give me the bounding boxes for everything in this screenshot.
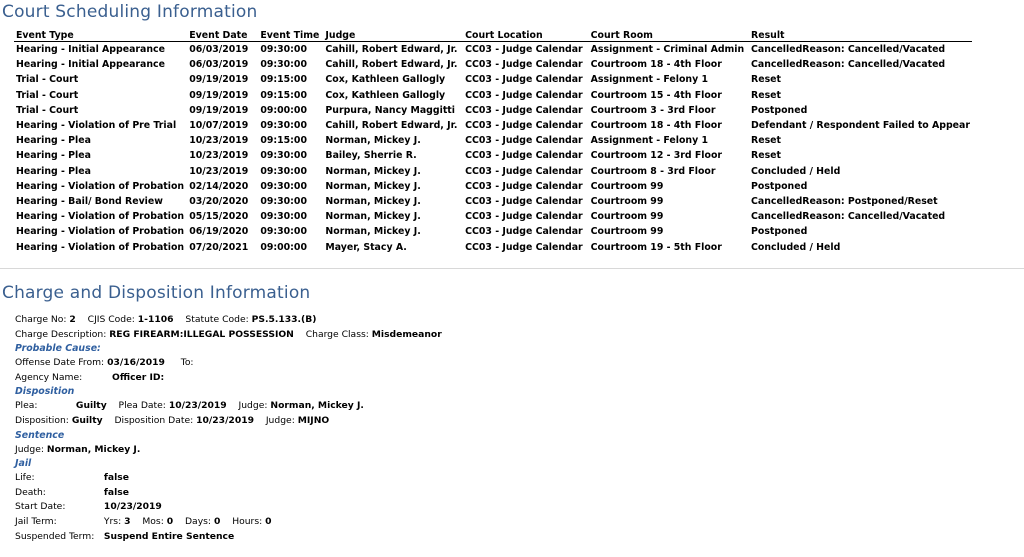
life-label: Life: bbox=[15, 472, 35, 484]
cell-result: Postponed bbox=[751, 180, 808, 192]
cell-result: Postponed bbox=[751, 226, 808, 238]
charge-disposition-title: Charge and Disposition Information bbox=[2, 283, 311, 303]
hours-label: Hours: bbox=[232, 515, 263, 527]
cell-event-time: 09:00:00 bbox=[260, 104, 307, 116]
cell-event-time: 09:30:00 bbox=[260, 44, 307, 55]
suspended-term-line bbox=[15, 530, 442, 545]
cell-court-location: CC03 - Judge Calendar bbox=[465, 241, 583, 253]
disposition-judge-label: Judge: bbox=[265, 414, 295, 426]
header-court-location: Court Location bbox=[463, 30, 589, 42]
cell-court-location: CC03 - Judge Calendar bbox=[465, 226, 583, 238]
disposition-line bbox=[15, 414, 442, 429]
cell-event-date: 06/03/2019 bbox=[189, 59, 249, 71]
cell-event-time: 09:15:00 bbox=[260, 89, 307, 101]
cell-event-type: Hearing - Initial Appearance bbox=[16, 59, 165, 71]
cell-event-type: Hearing - Plea bbox=[16, 165, 91, 177]
cjis-code-value: 1-1106 bbox=[137, 314, 174, 325]
table-row bbox=[14, 240, 972, 255]
cell-court-location: CC03 - Judge Calendar bbox=[465, 104, 583, 116]
cell-court-room: Courtroom 99 bbox=[590, 211, 664, 223]
cell-court-room: Courtroom 12 - 3rd Floor bbox=[590, 150, 723, 162]
offense-date-line bbox=[15, 356, 442, 371]
cell-court-location: CC03 - Judge Calendar bbox=[465, 59, 583, 71]
life-line bbox=[15, 471, 442, 486]
life-value: false bbox=[103, 472, 129, 484]
cell-event-time: 09:30:00 bbox=[260, 226, 307, 238]
cell-court-location: CC03 - Judge Calendar bbox=[465, 165, 583, 177]
header-result: Result bbox=[749, 30, 972, 42]
sentence-judge-value: Norman, Mickey J. bbox=[46, 443, 141, 455]
cell-judge: Bailey, Sherrie R. bbox=[325, 150, 417, 162]
charge-id-line bbox=[15, 313, 442, 328]
months-label: Mos: bbox=[142, 515, 164, 527]
cell-result: Reset bbox=[751, 150, 782, 162]
cell-event-date: 07/20/2021 bbox=[189, 241, 249, 253]
cell-event-type: Hearing - Violation of Pre Trial bbox=[16, 120, 177, 132]
cell-event-date: 09/19/2019 bbox=[189, 89, 249, 101]
plea-judge-label: Judge: bbox=[238, 400, 268, 412]
suspended-term-label: Suspended Term: bbox=[15, 530, 95, 542]
cell-event-date: 06/03/2019 bbox=[189, 44, 249, 55]
cell-event-time: 09:30:00 bbox=[260, 211, 307, 223]
table-header-row bbox=[14, 30, 972, 42]
charge-no-label: Charge No: bbox=[15, 314, 67, 325]
cell-event-date: 10/23/2019 bbox=[189, 165, 249, 177]
start-date-label: Start Date: bbox=[15, 501, 66, 513]
cell-court-location: CC03 - Judge Calendar bbox=[465, 74, 583, 86]
plea-label: Plea: bbox=[15, 400, 38, 412]
cell-result: CancelledReason: Cancelled/Vacated bbox=[751, 44, 946, 55]
plea-value: Guilty bbox=[75, 400, 107, 412]
death-value: false bbox=[103, 486, 129, 498]
cell-event-date: 10/23/2019 bbox=[189, 135, 249, 147]
start-date-line bbox=[15, 500, 442, 515]
offense-date-to-label: To: bbox=[180, 357, 194, 369]
sentence-heading: Sentence bbox=[15, 429, 65, 441]
months-value: 0 bbox=[166, 515, 174, 527]
cell-event-date: 06/19/2020 bbox=[189, 226, 249, 238]
cell-result: CancelledReason: Cancelled/Vacated bbox=[751, 211, 946, 223]
cell-judge: Cahill, Robert Edward, Jr. bbox=[325, 59, 458, 71]
probable-cause-heading: Probable Cause: bbox=[15, 343, 101, 355]
disposition-heading: Disposition bbox=[15, 386, 75, 398]
jail-term-line bbox=[15, 515, 442, 530]
disposition-judge-value: MIJNO bbox=[297, 414, 330, 426]
cell-event-type: Hearing - Plea bbox=[16, 135, 91, 147]
table-row bbox=[14, 103, 972, 118]
cell-event-type: Trial - Court bbox=[16, 74, 79, 86]
header-event-type: Event Type bbox=[14, 30, 187, 42]
cell-judge: Norman, Mickey J. bbox=[325, 211, 421, 223]
cell-judge: Purpura, Nancy Maggitti bbox=[325, 104, 455, 116]
header-judge: Judge bbox=[323, 30, 463, 42]
cell-result: CancelledReason: Postponed/Reset bbox=[751, 196, 938, 208]
death-label: Death: bbox=[15, 486, 46, 498]
cell-judge: Norman, Mickey J. bbox=[325, 135, 421, 147]
suspended-term-value: Suspend Entire Sentence bbox=[103, 530, 235, 542]
plea-date-label: Plea Date: bbox=[118, 400, 166, 412]
table-row bbox=[14, 133, 972, 148]
cell-event-type: Hearing - Violation of Probation bbox=[16, 241, 185, 253]
table-row bbox=[14, 118, 972, 133]
cell-judge: Norman, Mickey J. bbox=[325, 165, 421, 177]
disposition-date-value: 10/23/2019 bbox=[196, 414, 254, 426]
days-label: Days: bbox=[184, 515, 212, 527]
cell-judge: Cox, Kathleen Gallogly bbox=[325, 74, 446, 86]
cell-event-type: Trial - Court bbox=[16, 104, 79, 116]
cell-court-room: Assignment - Criminal Admin bbox=[590, 44, 745, 55]
table-row bbox=[14, 209, 972, 224]
charge-class-value: Misdemeanor bbox=[371, 328, 442, 340]
cell-court-room: Courtroom 99 bbox=[590, 226, 664, 238]
charge-class-label: Charge Class: bbox=[305, 328, 369, 340]
court-scheduling-table bbox=[14, 30, 972, 255]
cell-court-location: CC03 - Judge Calendar bbox=[465, 180, 583, 192]
disposition-value: Guilty bbox=[71, 414, 103, 426]
cell-result: Reset bbox=[751, 74, 782, 86]
cell-event-time: 09:30:00 bbox=[260, 180, 307, 192]
offense-date-from-label: Offense Date From: bbox=[15, 357, 105, 369]
court-scheduling-title: Court Scheduling Information bbox=[2, 2, 258, 22]
header-event-time: Event Time bbox=[258, 30, 323, 42]
table-row bbox=[14, 148, 972, 163]
cell-result: Postponed bbox=[751, 104, 808, 116]
cell-event-time: 09:30:00 bbox=[260, 59, 307, 71]
table-row bbox=[14, 179, 972, 194]
cell-court-room: Courtroom 19 - 5th Floor bbox=[590, 241, 722, 253]
cell-court-location: CC03 - Judge Calendar bbox=[465, 196, 583, 208]
plea-judge-value: Norman, Mickey J. bbox=[270, 400, 364, 412]
cell-event-date: 02/14/2020 bbox=[189, 180, 249, 192]
section-divider bbox=[0, 268, 1024, 269]
cell-court-location: CC03 - Judge Calendar bbox=[465, 89, 583, 101]
cell-result: Defendant / Respondent Failed to Appear bbox=[751, 120, 970, 132]
cell-event-date: 03/20/2020 bbox=[189, 196, 249, 208]
plea-date-value: 10/23/2019 bbox=[168, 400, 227, 412]
agency-name-label: Agency Name: bbox=[15, 371, 83, 383]
sentence-judge-label: Judge: bbox=[15, 443, 44, 455]
charge-details bbox=[15, 313, 442, 544]
cell-judge: Mayer, Stacy A. bbox=[325, 241, 407, 253]
cell-judge: Cahill, Robert Edward, Jr. bbox=[325, 44, 458, 55]
charge-description-line bbox=[15, 328, 442, 343]
cell-result: Reset bbox=[751, 89, 782, 101]
cell-court-room: Courtroom 8 - 3rd Floor bbox=[590, 165, 716, 177]
header-event-date: Event Date bbox=[187, 30, 258, 42]
hours-value: 0 bbox=[265, 515, 272, 527]
years-label: Yrs: bbox=[103, 515, 122, 527]
cell-event-time: 09:30:00 bbox=[260, 120, 307, 132]
start-date-value: 10/23/2019 bbox=[103, 501, 162, 513]
cell-event-type: Hearing - Violation of Probation bbox=[16, 226, 185, 238]
offense-date-from-value: 03/16/2019 bbox=[107, 357, 165, 369]
sentence-judge-line bbox=[15, 443, 442, 458]
plea-line bbox=[15, 399, 442, 414]
cell-court-location: CC03 - Judge Calendar bbox=[465, 211, 583, 223]
officer-id-label: Officer ID: bbox=[112, 371, 165, 383]
cell-judge: Norman, Mickey J. bbox=[325, 196, 421, 208]
table-row bbox=[14, 224, 972, 239]
cell-result: Reset bbox=[751, 135, 782, 147]
cell-court-room: Courtroom 18 - 4th Floor bbox=[590, 59, 722, 71]
cell-event-type: Hearing - Bail/ Bond Review bbox=[16, 196, 163, 208]
cell-court-room: Assignment - Felony 1 bbox=[590, 135, 708, 147]
cell-court-room: Assignment - Felony 1 bbox=[590, 74, 708, 86]
cell-event-type: Trial - Court bbox=[16, 89, 79, 101]
cell-court-location: CC03 - Judge Calendar bbox=[465, 150, 583, 162]
cjis-code-label: CJIS Code: bbox=[87, 314, 135, 325]
agency-line bbox=[15, 371, 442, 386]
statute-code-label: Statute Code: bbox=[185, 314, 249, 325]
cell-event-time: 09:30:00 bbox=[260, 196, 307, 208]
cell-court-room: Courtroom 15 - 4th Floor bbox=[590, 89, 722, 101]
table-row bbox=[14, 88, 972, 103]
cell-court-room: Courtroom 99 bbox=[590, 196, 664, 208]
table-row bbox=[14, 72, 972, 87]
cell-event-time: 09:00:00 bbox=[260, 241, 307, 253]
table-row bbox=[14, 42, 972, 58]
cell-result: Concluded / Held bbox=[751, 241, 841, 253]
cell-event-type: Hearing - Initial Appearance bbox=[16, 44, 165, 55]
cell-court-location: CC03 - Judge Calendar bbox=[465, 120, 583, 132]
jail-heading: Jail bbox=[15, 458, 32, 470]
cell-event-time: 09:15:00 bbox=[260, 135, 307, 147]
cell-court-room: Courtroom 18 - 4th Floor bbox=[590, 120, 722, 132]
cell-court-location: CC03 - Judge Calendar bbox=[465, 44, 583, 55]
cell-court-location: CC03 - Judge Calendar bbox=[465, 135, 583, 147]
cell-event-date: 09/19/2019 bbox=[189, 104, 249, 116]
charge-no-value: 2 bbox=[69, 314, 76, 325]
cell-event-date: 09/19/2019 bbox=[189, 74, 249, 86]
cell-event-time: 09:30:00 bbox=[260, 150, 307, 162]
cell-result: Concluded / Held bbox=[751, 165, 841, 177]
charge-description-label: Charge Description: bbox=[15, 328, 107, 340]
table-row bbox=[14, 57, 972, 72]
jail-term-label: Jail Term: bbox=[15, 515, 57, 527]
days-value: 0 bbox=[213, 515, 221, 527]
cell-event-date: 05/15/2020 bbox=[189, 211, 249, 223]
cell-result: CancelledReason: Cancelled/Vacated bbox=[751, 59, 946, 71]
statute-code-value: PS.5.133.(B) bbox=[251, 314, 317, 325]
cell-court-room: Courtroom 3 - 3rd Floor bbox=[590, 104, 716, 116]
death-line bbox=[15, 486, 442, 501]
cell-judge: Cox, Kathleen Gallogly bbox=[325, 89, 446, 101]
years-value: 3 bbox=[124, 515, 131, 527]
cell-event-type: Hearing - Plea bbox=[16, 150, 91, 162]
header-court-room: Court Room bbox=[589, 30, 749, 42]
charge-description-value: REG FIREARM:ILLEGAL POSSESSION bbox=[109, 328, 294, 340]
cell-event-time: 09:15:00 bbox=[260, 74, 307, 86]
disposition-label: Disposition: bbox=[15, 414, 69, 426]
cell-court-room: Courtroom 99 bbox=[590, 180, 664, 192]
cell-judge: Cahill, Robert Edward, Jr. bbox=[325, 120, 458, 132]
cell-event-type: Hearing - Violation of Probation bbox=[16, 211, 185, 223]
table-row bbox=[14, 194, 972, 209]
disposition-date-label: Disposition Date: bbox=[114, 414, 194, 426]
cell-event-type: Hearing - Violation of Probation bbox=[16, 180, 185, 192]
cell-event-date: 10/07/2019 bbox=[189, 120, 249, 132]
cell-judge: Norman, Mickey J. bbox=[325, 180, 421, 192]
table-row bbox=[14, 164, 972, 179]
cell-event-date: 10/23/2019 bbox=[189, 150, 249, 162]
cell-event-time: 09:30:00 bbox=[260, 165, 307, 177]
cell-judge: Norman, Mickey J. bbox=[325, 226, 421, 238]
